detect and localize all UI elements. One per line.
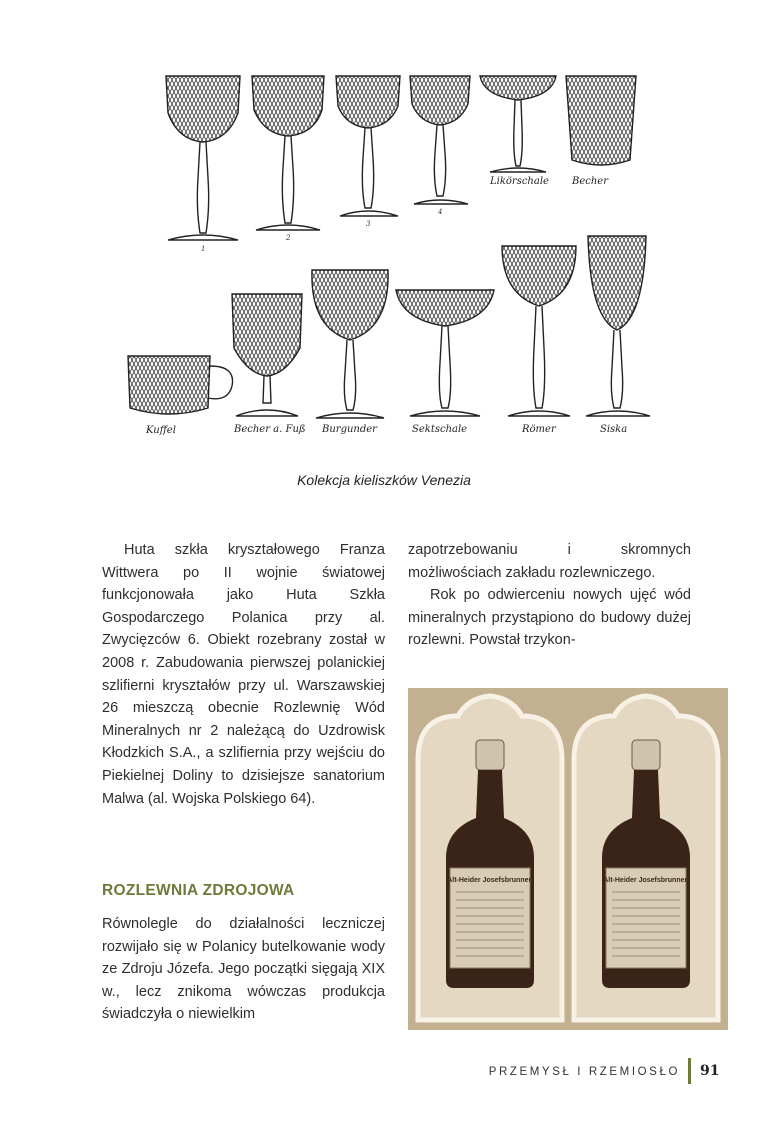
paragraph: zapotrzebowaniu i skromnych możliwościach zakładu rozlewniczego.	[408, 542, 691, 581]
glass-siska	[586, 236, 650, 416]
label-siska: Siska	[600, 424, 628, 435]
label-becher: Becher	[572, 176, 609, 187]
label-romer: Römer	[522, 424, 556, 435]
glass-becher	[566, 76, 636, 165]
glass-becher-a-fuss	[232, 294, 302, 416]
glass-number-2: 2	[286, 234, 291, 242]
footer-divider	[688, 1058, 691, 1084]
left-column-text	[102, 539, 385, 810]
label-likorschale: Likörschale	[490, 176, 549, 187]
glass-number-3: 3	[366, 220, 371, 228]
bottles-photo	[408, 688, 728, 1030]
glass-likorschale	[480, 76, 556, 172]
label-becher-a-fuss: Becher a. Fuß	[234, 424, 306, 435]
label-kuffel: Kuffel	[146, 425, 176, 436]
section-heading: ROZLEWNIA ZDROJOWA	[102, 882, 295, 899]
bottles-image	[408, 688, 728, 1030]
paragraph: Huta szkła kryształowego Franza Wittwera po II wojnie światowej funkcjonowała jako Huta Szkła Gospodarczego Polanica przy al. Zwycięzców 6. Obiekt rozebrany został w 2008 r. Zabudowania pierwszej polanickiej szlifierni kryształów przy ul. Warszawskiej 26 mieszczą obecnie Rozlewnię Wód Mineralnych nr 2 należącą do Uzdrowisk Kłodzkich S.A., a szlifiernia przy wejściu do Piekielnej Doliny to dzisiejsze sanatorium Malwa (al. Wojska Polskiego 64).	[102, 542, 385, 807]
glass-number-1: 1	[201, 245, 206, 253]
label-burgunder: Burgunder	[322, 424, 377, 435]
paragraph: Równolegle do działalności leczniczej rozwijało się w Polanicy butelkowanie wody ze Zdroju Józefa. Jego początki sięgają XIX w., lecz znikoma wówczas produkcja świadczyła o niewielkim	[102, 916, 385, 1023]
glassware-drawing	[118, 68, 678, 448]
bottle-label-text: Alt-Heider Josefsbrunnen	[603, 877, 689, 884]
paragraph: Rok po odwierceniu nowych ujęć wód mineralnych przystąpiono do budowy dużej rozlewni. Powstał trzykon-	[408, 587, 691, 649]
left-column-text-2	[102, 913, 385, 1026]
glassware-illustration	[118, 68, 678, 448]
bottle-label-text: Alt-Heider Josefsbrunnen	[447, 877, 533, 884]
glass-3	[336, 76, 400, 216]
glass-2	[252, 76, 324, 230]
glass-romer	[502, 246, 576, 416]
figure-caption: Kolekcja kieliszków Venezia	[297, 472, 471, 488]
glass-4	[410, 76, 470, 204]
glass-kuffel	[128, 356, 233, 414]
glass-number-4: 4	[438, 208, 443, 216]
glass-1	[166, 76, 240, 240]
label-sektschale: Sektschale	[412, 424, 468, 435]
page-number: 91	[700, 1063, 720, 1079]
glass-burgunder	[312, 270, 388, 418]
running-footer-section: PRZEMYSŁ I RZEMIOSŁO	[488, 1066, 680, 1078]
right-column-text	[408, 539, 691, 652]
glass-sektschale	[396, 290, 494, 416]
